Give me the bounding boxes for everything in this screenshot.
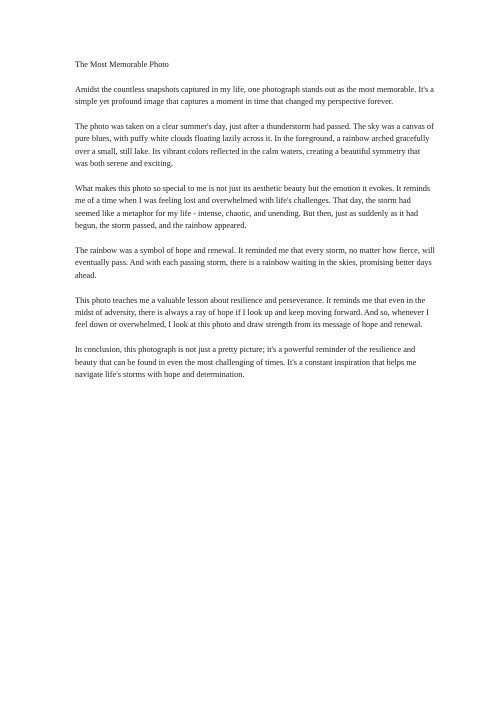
paragraph-6: In conclusion, this photograph is not just a pretty picture; it's a powerful reminder of the resilience and beauty that can be found in even the most challenging of times. It's a constant inspiration that helps me navigate life's storms with hope and determination. <box>75 345 417 380</box>
paragraph-1: Amidst the countless snapshots captured in my life, one photograph stands out as the most memorable. It's a simple yet profound image that captures a moment in time that changed my perspective forever. <box>75 84 434 107</box>
paragraph-4: The rainbow was a symbol of hope and renewal. It reminded me that every storm, no matter how fierce, will eventually pass. And with each passing storm, there is a rainbow waiting in the skies, promising better days ahead. <box>75 246 435 280</box>
document-body <box>75 59 435 381</box>
paragraph-5: This photo teaches me a valuable lesson about resilience and perseverance. It reminds me that even in the midst of adversity, there is always a ray of hope if I look up and keep moving forward. And so, whenever I feel down or overwhelmed, I look at this photo and draw strength from its message of hope and renewal. <box>75 295 429 330</box>
paragraph-3: What makes this photo so special to me is not just its aesthetic beauty but the emotion it evokes. It reminds me of a time when I was feeling lost and overwhelmed with life's challenges. That day, the storm had seemed like a metaphor for my life - intense, chaotic, and unending. But then, just as suddenly as it had begun, the storm passed, and the rainbow appeared. <box>75 184 431 231</box>
document-title: The Most Memorable Photo <box>75 60 169 69</box>
paragraph-2: The photo was taken on a clear summer's day, just after a thunderstorm had passed. The sky was a canvas of pure blues, with puffy white clouds floating lazily across it. In the foreground, a rainbow arched gracefully over a small, still lake. Its vibrant colors reflected in the calm waters, creating a beautiful symmetry that was both serene and exciting. <box>75 122 434 169</box>
